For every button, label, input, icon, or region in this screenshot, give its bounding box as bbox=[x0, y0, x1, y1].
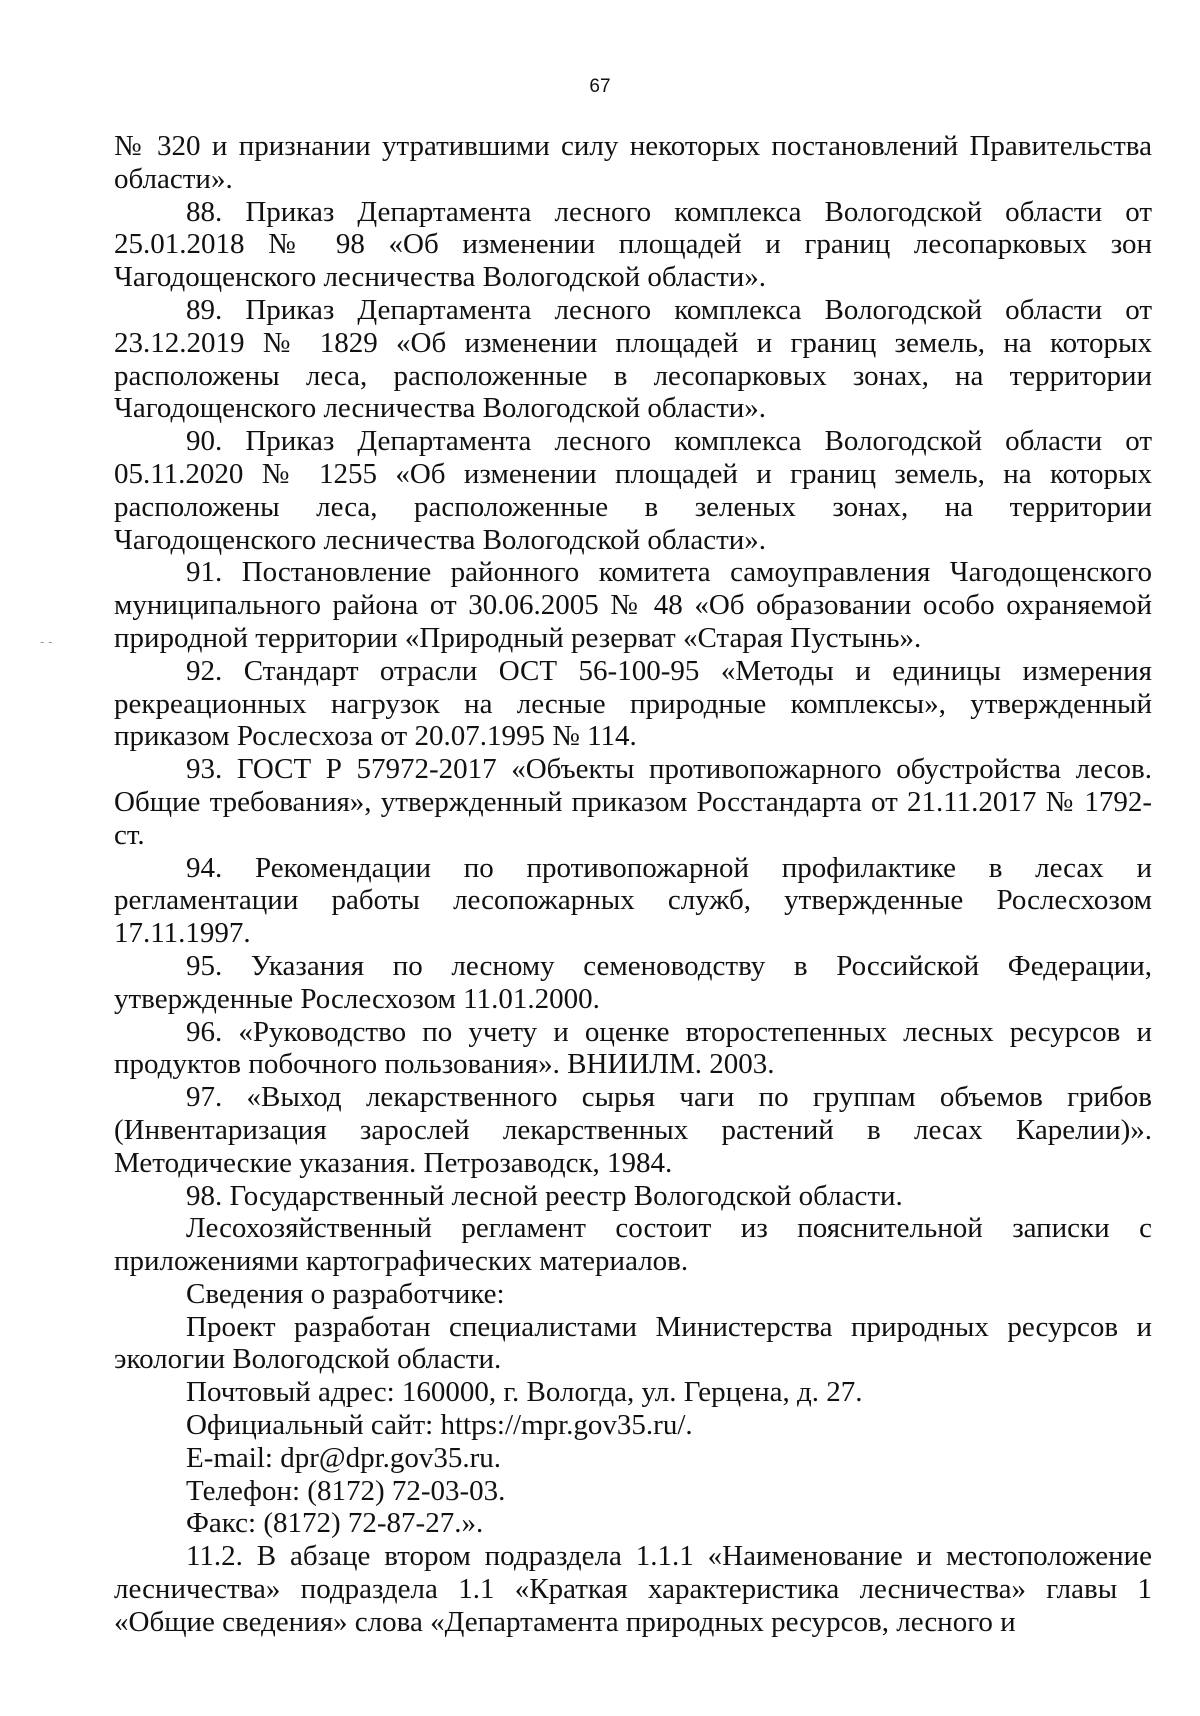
regulation-composition-paragraph: Лесохозяйственный регламент состоит из пояснительной записки с приложениями картографических материалов. bbox=[114, 1212, 1152, 1278]
document-body bbox=[114, 130, 1152, 1639]
fax-number: Факс: (8172) 72-87-27.». bbox=[186, 1507, 484, 1540]
list-item-90: 90. Приказ Департамента лесного комплекса Вологодской области от 05.11.2020 № 1255 «Об изменении площадей и границ земель, на которых расположены леса, расположенные в зеленых зонах, на территории Чагодощенского лесничества Вологодской области». bbox=[114, 425, 1152, 556]
list-item-98: 98. Государственный лесной реестр Вологодской области. bbox=[186, 1179, 903, 1212]
developer-info-heading: Сведения о разработчике: bbox=[186, 1277, 505, 1310]
list-item-89: 89. Приказ Департамента лесного комплекса Вологодской области от 23.12.2019 № 1829 «Об изменении площадей и границ земель, на которых расположены леса, расположенные в лесопарковых зонах, на территории Чагодощенского лесничества Вологодской области». bbox=[114, 293, 1152, 425]
list-item-92: 92. Стандарт отрасли ОСТ 56-100-95 «Методы и единицы измерения рекреационных нагрузок на лесные природные комплексы», утвержденный приказом Рослесхоза от 20.07.1995 № 114. bbox=[114, 654, 1152, 753]
email-address: E-mail: dpr@dpr.gov35.ru. bbox=[186, 1441, 502, 1474]
paragraph: № 320 и признании утратившими силу некоторых постановлений Правительства области». bbox=[114, 130, 1152, 195]
list-item-93: 93. ГОСТ Р 57972-2017 «Объекты противопожарного обустройства лесов. Общие требования», утвержденный приказом Росстандарта от 21.11.2017 № 1792-ст. bbox=[114, 753, 1152, 851]
list-item-96: 96. «Руководство по учету и оценке второстепенных лесных ресурсов и продуктов побочного пользования». ВНИИЛМ. 2003. bbox=[114, 1015, 1152, 1081]
list-item-97: 97. «Выход лекарственного сырья чаги по группам объемов грибов (Инвентаризация зарослей лекарственных растений в лесах Карелии)». Методические указания. Петрозаводск, 1984. bbox=[114, 1081, 1152, 1179]
list-item-94: 94. Рекомендации по противопожарной профилактике в лесах и регламентации работы лесопожарных служб, утвержденные Рослесхозом 17.11.1997. bbox=[114, 851, 1152, 950]
list-item-95: 95. Указания по лесному семеноводству в Российской Федерации, утвержденные Рослесхозом 11.01.2000. bbox=[114, 949, 1152, 1015]
official-website: Официальный сайт: https://mpr.gov35.ru/. bbox=[186, 1409, 693, 1442]
list-item-91: 91. Постановление районного комитета самоуправления Чагодощенского муниципального района от 30.06.2005 № 48 «Об образовании особо охраняемой природной территории «Природный резерват «Старая Пустынь». bbox=[114, 556, 1152, 654]
page-number: 67 bbox=[589, 76, 611, 97]
postal-address: Почтовый адрес: 160000, г. Вологда, ул. Герцена, д. 27. bbox=[186, 1376, 863, 1409]
phone-number: Телефон: (8172) 72-03-03. bbox=[186, 1474, 506, 1507]
amendment-paragraph: 11.2. В абзаце втором подраздела 1.1.1 «Наименование и местоположение лесничества» подраздела 1.1 «Краткая характеристика лесничества» главы 1 «Общие сведения» слова «Департамента природных ресурсов, лесного и bbox=[114, 1540, 1152, 1638]
scan-artifact: - - bbox=[40, 635, 53, 649]
list-item-88: 88. Приказ Департамента лесного комплекса Вологодской области от 25.01.2018 № 98 «Об изменении площадей и границ лесопарковых зон Чагодощенского лесничества Вологодской области». bbox=[114, 195, 1152, 294]
developer-paragraph: Проект разработан специалистами Министерства природных ресурсов и экологии Вологодской области. bbox=[114, 1310, 1152, 1376]
